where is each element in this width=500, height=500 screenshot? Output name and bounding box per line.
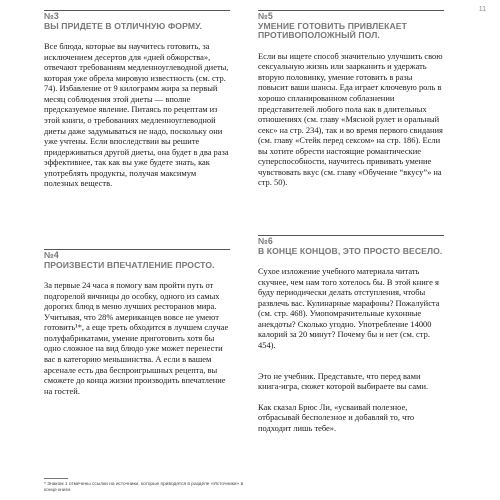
section-5-body — [258, 51, 444, 188]
section-4-paragraph: За первые 24 часа я помогу вам пройти путь от подгорелой яичницы до особку, одного из самых дорогих блюд в меню лучших ресторанов мира. Учитывая, что 28% американцев вовсе не умеют готовить¹*, а еще треть обходится в лучшем случае полуфабрикатами, умение приготовить хотя бы одно сложное на вид блюдо уже может перенести вас в категорию меньшинства. А если в вашем арсенале есть два беспроигрышных рецепта, вы сможете до конца жизни производить впечатление на гостей. — [44, 280, 229, 396]
section-6-body — [258, 266, 444, 433]
footnote: * Знаком 1 отмечены ссылки на источники, которые приводятся в разделе «Источники» в конце книги. — [44, 482, 244, 493]
section-3-paragraph: Все блюда, которые вы научитесь готовить, за исключением десертов для «дней обжорства», отвечают требованиям медленноуглеводной диеты, которая уже обрела мировую известность (см. стр. 74). Избавление от 9 килограмм жира за первый месяц соблюдения этой диеты — вполне предсказуемое явление. Питаясь по рецептам из этой книги, о требованиях медленноуглеводной диеты даже задумываться не надо, поскольку они уже учтены. Если впоследствии вы решите придерживаться другой диеты, она будет в два раза эффективнее, так как вы уже будете знать, как употреблять продукты, получая максимум полезных веществ. — [44, 41, 229, 189]
section-6-title: В КОНЦЕ КОНЦОВ, ЭТО ПРОСТО ВЕСЕЛО. — [258, 245, 443, 256]
section-3 — [44, 10, 230, 189]
section-6-paragraph-3: Как сказал Брюс Ли, «усваивай полезное, отбрасывай бесполезное и добавляй то, что подходит лишь тебе». — [258, 401, 415, 433]
section-4-body — [44, 280, 230, 396]
section-6 — [258, 235, 444, 433]
section-6-paragraph-1: Сухое изложение учебного материала читать скучнее, чем нам того хотелось бы. В этой книге я буду периодически делать отступления, чтобы развлечь вас. Кулинарные марафоны? Пожалуйста (см. стр. 468). Умопомрачительные кухонные анекдоты? Сколько угодно. Употребление 14000 калорий за 20 минут? Почему бы и нет (см. стр. 454). — [258, 266, 440, 351]
section-4-heading — [44, 249, 230, 270]
section-4 — [44, 249, 230, 396]
section-5-paragraph: Если вы ищете способ значительно улучшить свою сексуальную жизнь или заарканить и удержать вторую половинку, умение готовить в разы повысит ваши шансы. Еда играет ключевую роль в хорошо спланированном соблазнении представителей любого пола как в длительных отношениях (см. главу «Мясной рулет и оральный секс» на стр. 234), так и во время первого свидания (см. главу «Стейк перед сексом» на стр. 186). Если вы хотите обрести настоящие романтические суперспособности, научитесь прививать умение чувствовать вкус (см. главу «Обучение “вкусу”» на стр. 50). — [258, 50, 443, 188]
footnote-divider — [44, 478, 68, 479]
section-4-title: ПРОИЗВЕСТИ ВПЕЧАТЛЕНИЕ ПРОСТО. — [44, 259, 215, 270]
section-6-heading — [258, 235, 444, 256]
section-3-number: №3 — [44, 11, 59, 21]
section-5-number: №5 — [258, 11, 273, 21]
section-6-number: №6 — [258, 236, 273, 246]
section-5 — [258, 10, 444, 188]
page-number: 11 — [478, 6, 486, 13]
section-6-paragraph-2: Это не учебник. Представьте, что перед вами книга-игра, сюжет которой выбираете вы сами. — [258, 370, 429, 392]
section-3-heading — [44, 10, 230, 31]
section-5-heading — [258, 10, 444, 41]
section-4-number: №4 — [44, 250, 59, 260]
section-3-body — [44, 41, 230, 189]
section-5-title: УМЕНИЕ ГОТОВИТЬ ПРИВЛЕКАЕТ ПРОТИВОПОЛОЖНЫЙ ПОЛ. — [258, 20, 407, 41]
section-3-title: ВЫ ПРИДЕТЕ В ОТЛИЧНУЮ ФОРМУ. — [44, 20, 202, 31]
